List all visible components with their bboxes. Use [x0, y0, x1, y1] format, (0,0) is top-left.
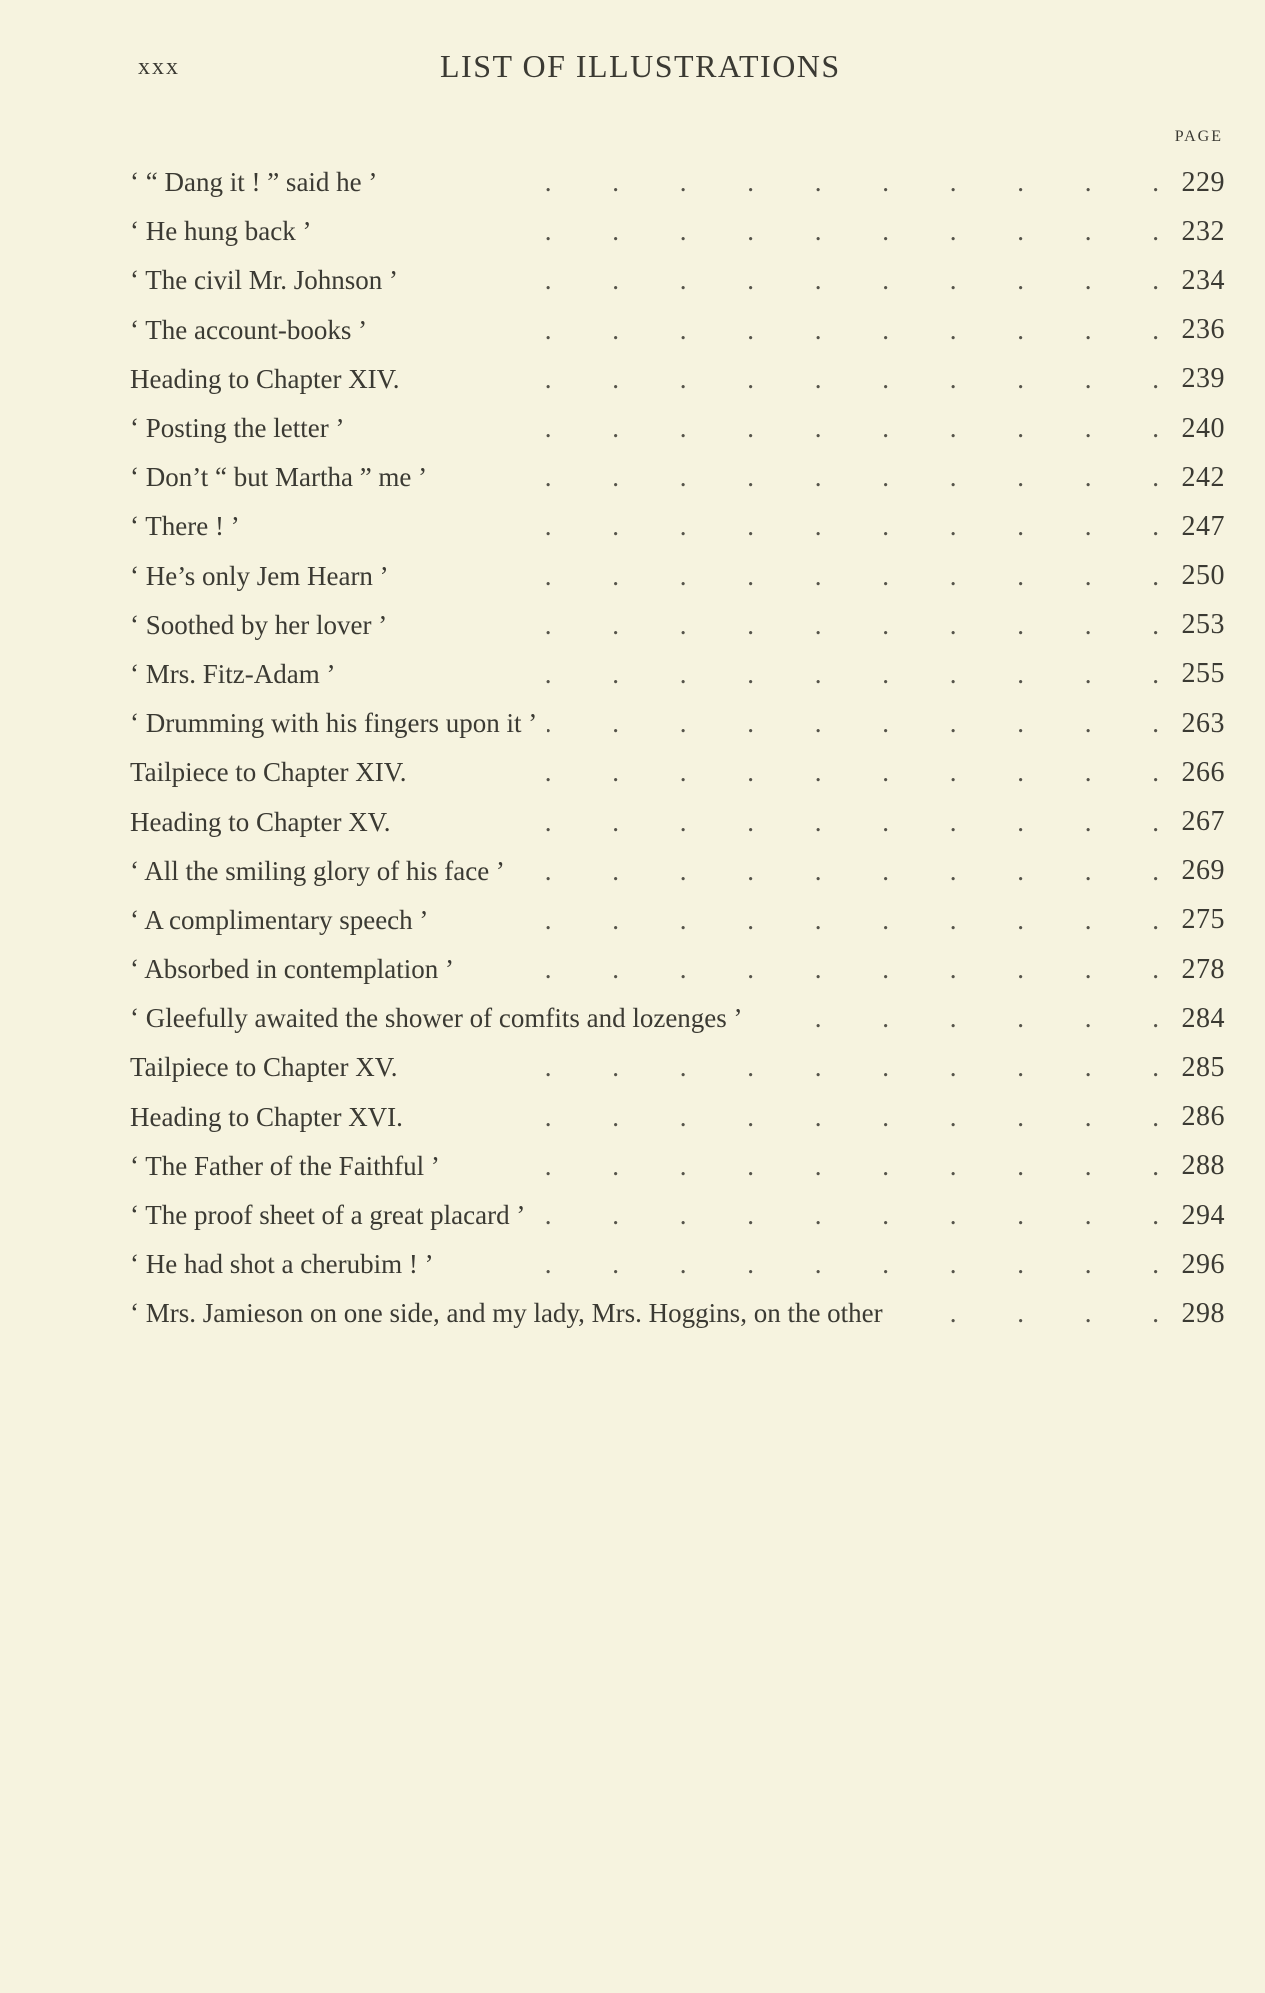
list-item — [130, 502, 1225, 551]
page-number: 242 — [1181, 461, 1225, 493]
list-item — [130, 601, 1225, 650]
list-item — [130, 1191, 1225, 1240]
page-number: 236 — [1181, 314, 1225, 346]
illustration-title: ‘ Mrs. Fitz-Adam ’ — [130, 658, 336, 689]
page-number: 253 — [1181, 609, 1225, 641]
list-item — [130, 650, 1225, 699]
illustration-title: ‘ All the smiling glory of his face ’ — [130, 855, 505, 886]
dot-leader — [450, 1151, 1159, 1182]
illustration-title: ‘ The proof sheet of a great placard ’ — [130, 1200, 526, 1231]
dot-leader — [444, 1249, 1159, 1280]
page-number: 250 — [1181, 560, 1225, 592]
dot-leader — [464, 954, 1159, 985]
dot-leader — [354, 413, 1159, 444]
page-number: 234 — [1181, 264, 1225, 296]
page-number: 285 — [1181, 1051, 1225, 1083]
page-number: 269 — [1181, 855, 1225, 887]
illustration-title: ‘ The Father of the Faithful ’ — [130, 1150, 440, 1181]
dot-leader — [515, 856, 1159, 887]
illustration-title: ‘ Drumming with his fingers upon it ’ — [130, 708, 538, 739]
list-item — [130, 256, 1225, 305]
list-item — [130, 1093, 1225, 1142]
page-number: 284 — [1181, 1002, 1225, 1034]
dot-leader — [399, 561, 1159, 592]
page-number: 267 — [1181, 806, 1225, 838]
dot-leader — [400, 807, 1159, 838]
list-item — [130, 453, 1225, 502]
page-number: 263 — [1181, 707, 1225, 739]
list-item — [130, 552, 1225, 601]
dot-leader — [437, 462, 1159, 493]
dot-leader — [535, 1200, 1159, 1231]
illustration-title: Tailpiece to Chapter XV. — [130, 1052, 398, 1083]
illustration-title: ‘ The account-books ’ — [130, 314, 368, 345]
illustration-title: ‘ Gleefully awaited the shower of comfits and lozenges ’ — [130, 1003, 743, 1034]
dot-leader — [321, 216, 1159, 247]
dot-leader — [753, 1003, 1159, 1034]
list-item — [130, 158, 1225, 207]
page-number: 239 — [1181, 363, 1225, 395]
list-item — [130, 207, 1225, 256]
illustration-title: ‘ Soothed by her lover ’ — [130, 609, 388, 640]
dot-leader — [377, 315, 1159, 346]
dot-leader — [547, 708, 1159, 739]
list-item — [130, 404, 1225, 453]
illustration-title: Heading to Chapter XIV. — [130, 363, 400, 394]
dot-leader — [413, 1102, 1159, 1133]
page-number: 229 — [1181, 166, 1225, 198]
list-item — [130, 797, 1225, 846]
list-item — [130, 306, 1225, 355]
page-number: 278 — [1181, 953, 1225, 985]
list-item — [130, 847, 1225, 896]
page-number: 275 — [1181, 904, 1225, 936]
list-item — [130, 1240, 1225, 1289]
list-item — [130, 699, 1225, 748]
list-item — [130, 945, 1225, 994]
page-number: 286 — [1181, 1101, 1225, 1133]
page-number: 255 — [1181, 658, 1225, 690]
dot-leader — [408, 1052, 1159, 1083]
illustration-title: Tailpiece to Chapter XIV. — [130, 757, 407, 788]
list-item — [130, 1142, 1225, 1191]
illustration-title: ‘ A complimentary speech ’ — [130, 904, 429, 935]
page-number: 288 — [1181, 1150, 1225, 1182]
dot-leader — [438, 905, 1159, 936]
dot-leader — [387, 167, 1159, 198]
dot-leader — [345, 659, 1159, 690]
illustration-title: ‘ He had shot a cherubim ! ’ — [130, 1249, 434, 1280]
illustration-title: ‘ The civil Mr. Johnson ’ — [130, 265, 398, 296]
list-item — [130, 1289, 1225, 1338]
page-number: 266 — [1181, 756, 1225, 788]
list-item — [130, 994, 1225, 1043]
dot-leader — [397, 610, 1159, 641]
dot-leader — [409, 364, 1159, 395]
page-column-label: PAGE — [1174, 128, 1223, 145]
page-number: 247 — [1181, 510, 1225, 542]
illustration-title: Heading to Chapter XVI. — [130, 1101, 403, 1132]
illustration-title: ‘ Absorbed in contemplation ’ — [130, 954, 454, 985]
list-item — [130, 896, 1225, 945]
list-item — [130, 748, 1225, 797]
illustration-title: Heading to Chapter XV. — [130, 806, 391, 837]
illustration-title: ‘ “ Dang it ! ” said he ’ — [130, 167, 378, 198]
page-number: 232 — [1181, 215, 1225, 247]
running-head — [130, 48, 1225, 88]
page-number: 294 — [1181, 1199, 1225, 1231]
illustration-title: ‘ Don’t “ but Martha ” me ’ — [130, 462, 428, 493]
dot-leader — [408, 265, 1159, 296]
page-number: 240 — [1181, 412, 1225, 444]
page-number: 296 — [1181, 1248, 1225, 1280]
dot-leader — [417, 757, 1159, 788]
page-folio: xxx — [138, 54, 180, 80]
page-number: 298 — [1181, 1297, 1225, 1329]
dot-leader — [250, 511, 1159, 542]
illustration-title: ‘ There ! ’ — [130, 511, 240, 542]
list-item — [130, 355, 1225, 404]
list-item — [130, 1043, 1225, 1092]
illustration-title: ‘ He hung back ’ — [130, 216, 312, 247]
illustration-list — [130, 158, 1225, 1339]
illustration-title: ‘ Mrs. Jamieson on one side, and my lady, Mrs. Hoggins, on the other — [130, 1298, 883, 1329]
illustration-title: ‘ Posting the letter ’ — [130, 413, 345, 444]
dot-leader — [893, 1298, 1159, 1329]
illustration-title: ‘ He’s only Jem Hearn ’ — [130, 560, 389, 591]
page-title: LIST OF ILLUSTRATIONS — [440, 48, 841, 84]
